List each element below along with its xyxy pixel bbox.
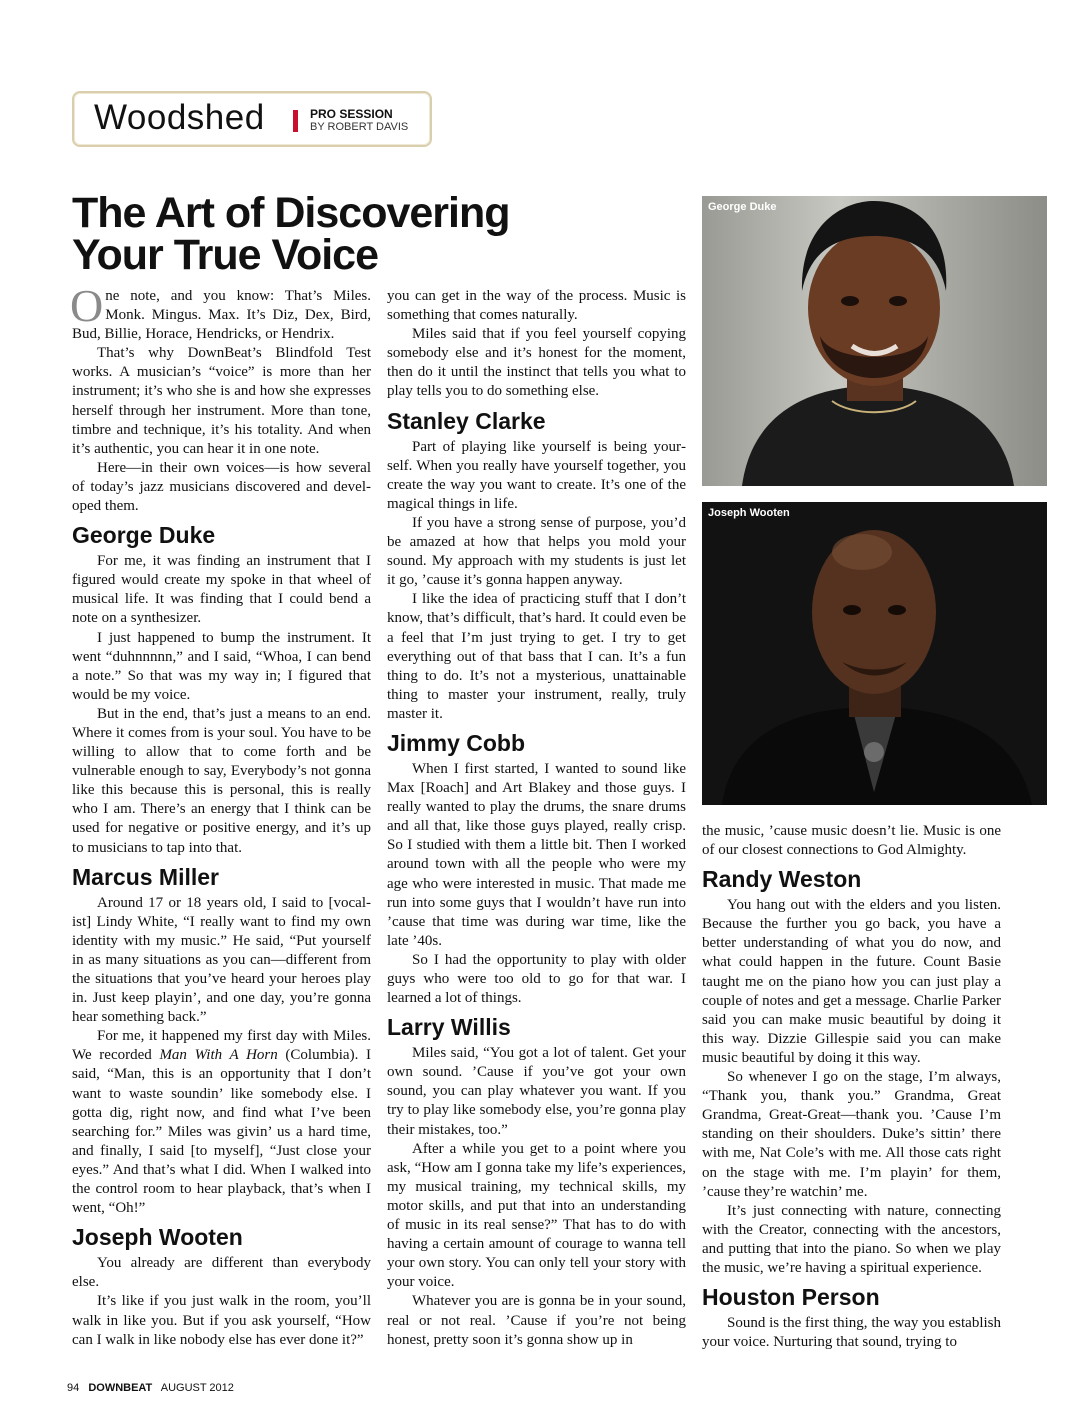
subhead-marcus-miller: Marcus Miller	[72, 863, 219, 890]
subhead-houston-person: Houston Person	[702, 1284, 880, 1311]
paragraph: the music, ’cause music doesn’t lie. Music is one of our closest connections to God Almighty.	[702, 823, 1001, 859]
article-title-line-1: The Art of Discovering	[72, 189, 510, 237]
paragraph: I just happened to bump the instrument. It went “duhnnnnn,” and I said, “Whoa, I can bend a note.” So that was my way in; I figured that would be my voice.	[72, 629, 371, 703]
page-number: 94	[67, 1382, 80, 1394]
section-header	[72, 91, 432, 147]
subhead-jimmy-cobb: Jimmy Cobb	[387, 729, 526, 756]
article-title	[72, 189, 692, 279]
drop-cap: O	[70, 280, 104, 331]
byline: BY ROBERT DAVIS	[310, 121, 409, 133]
paragraph	[72, 1027, 371, 1218]
paragraph: It’s like if you just walk in the room, you’ll walk in like you. But if you ask yourself, “How can I walk in like nobody else has ever done it?”	[72, 1293, 371, 1348]
paragraph: So I had the opportunity to play with older guys who were too old to go for that war. I learned a lot of things.	[387, 951, 686, 1007]
paragraph: I like the idea of practicing stuff that I don’t know, that’s difficult, that’s hard. It could even be a feel that I’m just trying to get. I try to get everything out of that bass that I can. It’s a fun thing to do. It’s not a mysterious, unattainable thing to master your instrument, really, truly master it.	[387, 591, 686, 722]
header-divider	[293, 110, 298, 132]
section-label: PRO SESSION	[310, 107, 393, 121]
subhead-george-duke: George Duke	[72, 522, 216, 549]
paragraph: But in the end, that’s just a means to an end. Where it comes from is your soul. You have to be willing to allow that to come forth and be vulnerable enough to say, Everybody’s not gonna like this because this is personal, this is really who I am. There’s an energy that I think can be used for negative or positive energy, and it’s up to musicians to tap into that.	[72, 705, 371, 856]
paragraph: Sound is the first thing, the way you establish your voice. Nurturing that sound, trying to	[702, 1315, 1001, 1351]
portrait-george-duke	[702, 196, 1047, 486]
photo-caption: George Duke	[708, 201, 777, 213]
paragraph: So whenever I go on the stage, I’m always, “Thank you, thank you.” Grandma, Great Grandma, Great-Great—thank you. ’Cause I’m standing on their shoulders. Duke’s sittin’ there with me, Nat Cole’s with me. All those cats right on the stage with me. I’m playin’ for them, ’cause they’re watchin’ me.	[702, 1069, 1001, 1200]
subhead-randy-weston: Randy Weston	[702, 866, 862, 893]
portrait-joseph-wooten	[702, 502, 1047, 805]
paragraph: Miles said, “You got a lot of talent. Get your own sound. ’Cause if you’ve got your own sound, you can play whatever you want. If you try to play like somebody else, you’re gonna play their mistakes, too.”	[387, 1045, 686, 1138]
photo-caption: Joseph Wooten	[708, 507, 790, 519]
paragraph: That’s why DownBeat’s Blindfold Test works. A musician’s “voice” is more than her instrument; it’s who she is and how she expresses herself through her instrument. More than tone, timbre and technique, it’s his totality. And when it’s authentic, you can hear it in one note.	[72, 345, 371, 457]
magazine-name: DOWNBEAT	[88, 1382, 153, 1394]
section-name: Woodshed	[94, 98, 265, 137]
article-title-line-2: Your True Voice	[72, 231, 378, 279]
paragraph: If you have a strong sense of purpose, you’d be amazed at how that helps you mold your sound. My approach with my students is just let it go, ’cause it’s gonna happen anyway.	[387, 514, 686, 589]
article-column-2	[387, 287, 686, 1350]
paragraph: It’s just connecting with nature, connecting with the Creator, connecting with the ancestors, and putting that into the piano. So when we play the music, we’re having a spiritual experience.	[702, 1202, 1001, 1276]
paragraph: When I first started, I wanted to sound like Max [Roach] and Art Blakey and those guys. I really wanted to play the drums, the snare drums and all that, like those guys played, really crisp. So I studied with them a little bit. Then I worked around town with all the people who were my age who were interested in music. That made me run into some guys that I wouldn’t have run into ’cause that time was during war time, like the late ’40s.	[387, 760, 686, 949]
article-column-1	[70, 280, 371, 1350]
subhead-larry-willis: Larry Willis	[387, 1014, 511, 1041]
paragraph: After a while you get to a point where you ask, “How am I gonna take my life’s experiences, my musical training, my technical skills, my motor skills, and put that into an understanding of music in its real sense?” That has to do with having a certain amount of courage to wanna tell your own story. You can only tell your story with your voice.	[387, 1140, 686, 1291]
photo-george-duke	[702, 196, 1047, 486]
issue-date: AUGUST 2012	[160, 1382, 234, 1394]
paragraph: You already are different than everybody else.	[72, 1255, 371, 1291]
paragraph-text: (Columbia). I said, “Man, this is an opportunity that I don’t want to waste soundin’ like somebody else. I gotta dig, right now, and find what I’ve been searching for.” Miles was givin’ us a hard time, and finally, I said [to myself], “Just close your eyes.” And that’s what I did. When I walked into the control room to hear playback, that’s when I went, “Oh!”	[72, 1047, 371, 1217]
album-title: Man With A Horn	[159, 1047, 278, 1064]
paragraph: Around 17 or 18 years old, I said to [vocalist] Lindy White, “I really want to find my own identity with my music.” He said, “Put yourself in as many situations as you can—different from the situations that you’ve heard your heroes play in. Just keep playin’, and one day, you’re gonna hear something back.”	[72, 894, 371, 1026]
subhead-stanley-clarke: Stanley Clarke	[387, 407, 546, 434]
photo-joseph-wooten	[702, 502, 1047, 805]
paragraph: For me, it was finding an instrument that I figured would create my spoke in that wheel of musical life. It was finding that I could bend a note on a synthesizer.	[72, 553, 371, 627]
paragraph: Whatever you are is gonna be in your sound, real or not real. ’Cause if you’re not being honest, pretty soon it’s gonna show up in	[387, 1293, 686, 1348]
paragraph: you can get in the way of the process. Music is something that comes naturally.	[387, 288, 686, 324]
paragraph	[70, 280, 371, 344]
paragraph-text: For me, it happened my first day with Miles. We recorded	[72, 1028, 371, 1064]
article-column-3	[702, 822, 1001, 1352]
page-footer	[67, 1382, 240, 1394]
paragraph-text: ne note, and you know: That’s Miles. Monk. Mingus. Max. It’s Diz, Dex, Bird, Bud, Billie, Horace, Hendricks, or Hendrix.	[72, 288, 371, 343]
paragraph: You hang out with the elders and you listen. Because the further you go back, you have a better understanding of what you do now, and what could happen in the future. Count Basie taught me on the piano how you can just play a couple of notes and get a message. Charlie Parker said you can make music beautiful by doing it this way. Dizzie Gillespie said you can make music beautiful by doing it this way.	[702, 897, 1001, 1066]
paragraph: Part of playing like yourself is being yourself. When you really have yourself together, you create the way you want to create. It’s one of the magical things in life.	[387, 438, 686, 512]
paragraph: Here—in their own voices—is how several of today’s jazz musicians discovered and developed them.	[72, 459, 371, 515]
paragraph: Miles said that if you feel yourself copying somebody else and it’s honest for the moment, then do it until the instinct that tells you what to play tells you to do something else.	[387, 326, 686, 400]
subhead-joseph-wooten: Joseph Wooten	[72, 1224, 243, 1251]
